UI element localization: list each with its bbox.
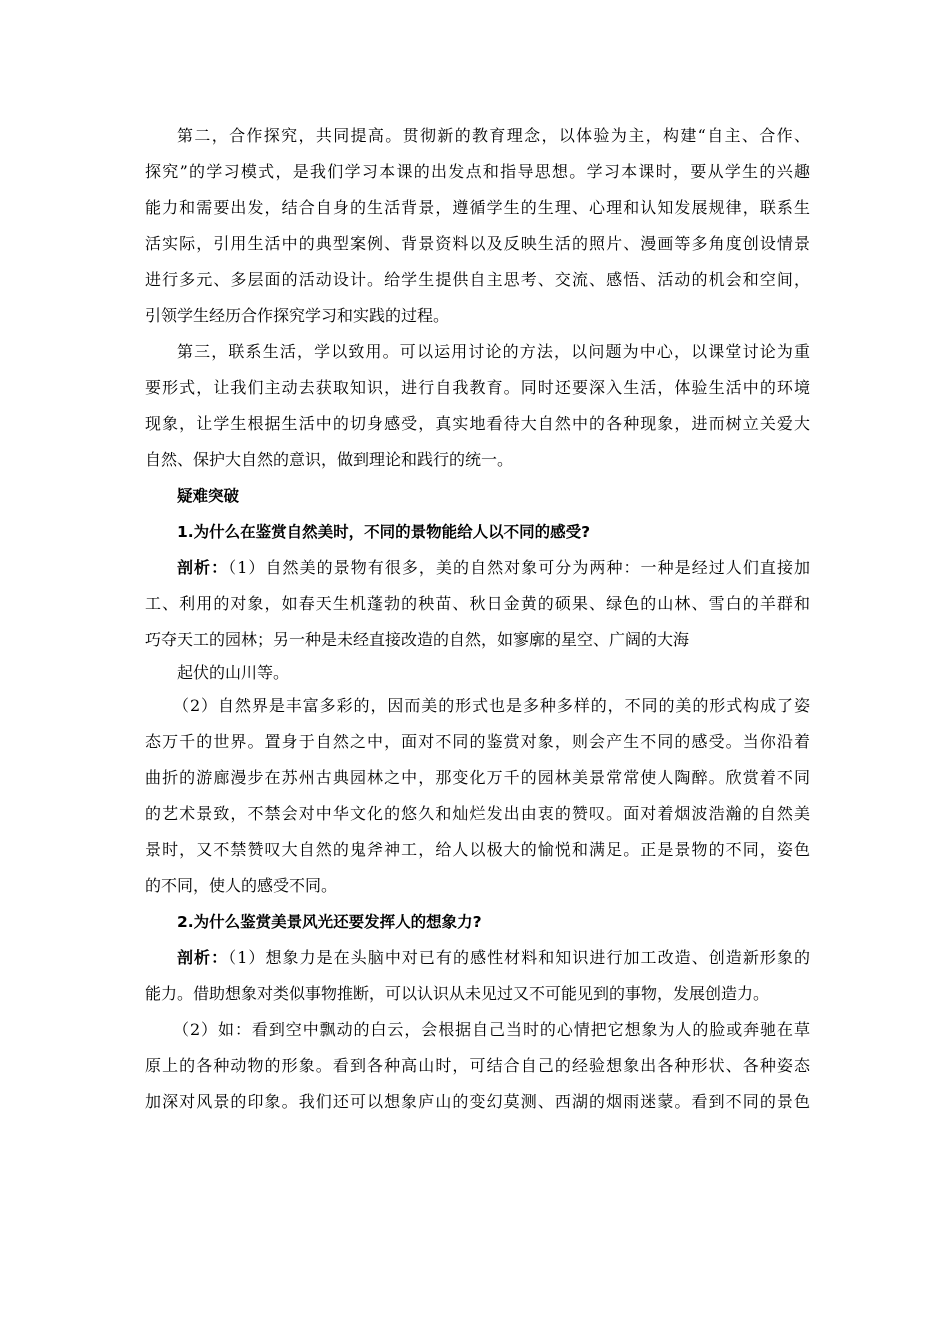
question-1-title: 1.为什么在鉴赏自然美时，不同的景物能给人以不同的感受? — [177, 523, 591, 541]
text-line: 巧夺天工的园林；另一种是未经直接改造的自然，如寥廓的星空、广阔的大海 — [145, 630, 690, 649]
text-line: 活实际，引用生活中的典型案例、背景资料以及反映生活的照片、漫画等多角度创设情景 — [145, 234, 810, 253]
text-line: 要形式，让我们主动去获取知识，进行自我教育。同时还要深入生活，体验生活中的环境 — [145, 378, 810, 397]
analysis-label: 剖析： — [177, 558, 229, 577]
text-line: 态万千的世界。置身于自然之中，面对不同的鉴赏对象，则会产生不同的感受。当你沿着 — [145, 732, 810, 751]
question-2-analysis — [145, 940, 810, 1120]
text-line: 能力和需要出发，结合自身的生活背景，遵循学生的生理、心理和认知发展规律，联系生 — [145, 198, 810, 217]
question-2-title: 2.为什么鉴赏美景风光还要发挥人的想象力? — [177, 913, 482, 931]
text-line: 第三，联系生活，学以致用。可以运用讨论的方法，以问题为中心，以课堂讨论为重 — [177, 342, 810, 361]
text-line: （2）自然界是丰富多彩的，因而美的形式也是多种多样的，不同的美的形式构成了姿 — [173, 696, 810, 715]
text-line: 的不同，使人的感受不同。 — [145, 876, 338, 895]
section-title: 疑难突破 — [177, 487, 240, 505]
text-line: 探究”的学习模式，是我们学习本课的出发点和指导思想。学习本课时，要从学生的兴趣 — [145, 162, 810, 181]
text-line: 加深对风景的印象。我们还可以想象庐山的变幻莫测、西湖的烟雨迷蒙。看到不同的景色 — [145, 1092, 810, 1111]
text-line: 第二，合作探究，共同提高。贯彻新的教育理念，以体验为主，构建“自主、合作、 — [177, 126, 810, 145]
text-line — [145, 940, 810, 976]
paragraph-cooperation — [145, 118, 810, 334]
text-line: 引领学生经历合作探究学习和实践的过程。 — [145, 306, 450, 325]
analysis-text: （1）想象力是在头脑中对已有的感性材料和知识进行加工改造、创造新形象的 — [228, 948, 810, 967]
text-line: 进行多元、多层面的活动设计。给学生提供自主思考、交流、感悟、活动的机会和空间， — [145, 270, 810, 289]
text-line: 工、利用的对象，如春天生机蓬勃的秧苗、秋日金黄的硕果、绿色的山林、雪白的羊群和 — [145, 594, 810, 613]
text-line: 自然、保护大自然的意识，做到理论和践行的统一。 — [145, 450, 514, 469]
text-line — [145, 550, 810, 586]
analysis-label: 剖析： — [177, 948, 229, 967]
document-body — [145, 118, 810, 1120]
analysis-text: （1）自然美的景物有很多，美的自然对象可分为两种：一种是经过人们直接加 — [228, 558, 810, 577]
text-line: （2）如：看到空中飘动的白云，会根据自己当时的心情把它想象为人的脸或奔驰在草 — [173, 1020, 810, 1039]
text-line: 起伏的山川等。 — [177, 663, 290, 682]
text-line: 现象，让学生根据生活中的切身感受，真实地看待大自然中的各种现象，进而树立关爱大 — [145, 414, 810, 433]
text-line: 曲折的游廊漫步在苏州古典园林之中，那变化万千的园林美景常常使人陶醉。欣赏着不同 — [145, 768, 810, 787]
text-line: 原上的各种动物的形象。看到各种高山时，可结合自己的经验想象出各种形状、各种姿态 — [145, 1056, 810, 1075]
question-1-analysis — [145, 550, 810, 904]
text-line: 能力。借助想象对类似事物推断，可以认识从未见过又不可能见到的事物，发展创造力。 — [145, 984, 770, 1003]
text-line: 的艺术景致，不禁会对中华文化的悠久和灿烂发出由衷的赞叹。面对着烟波浩瀚的自然美 — [145, 804, 810, 823]
paragraph-practice — [145, 334, 810, 478]
text-line: 景时，又不禁赞叹大自然的鬼斧神工，给人以极大的愉悦和满足。正是景物的不同，姿色 — [145, 840, 810, 859]
